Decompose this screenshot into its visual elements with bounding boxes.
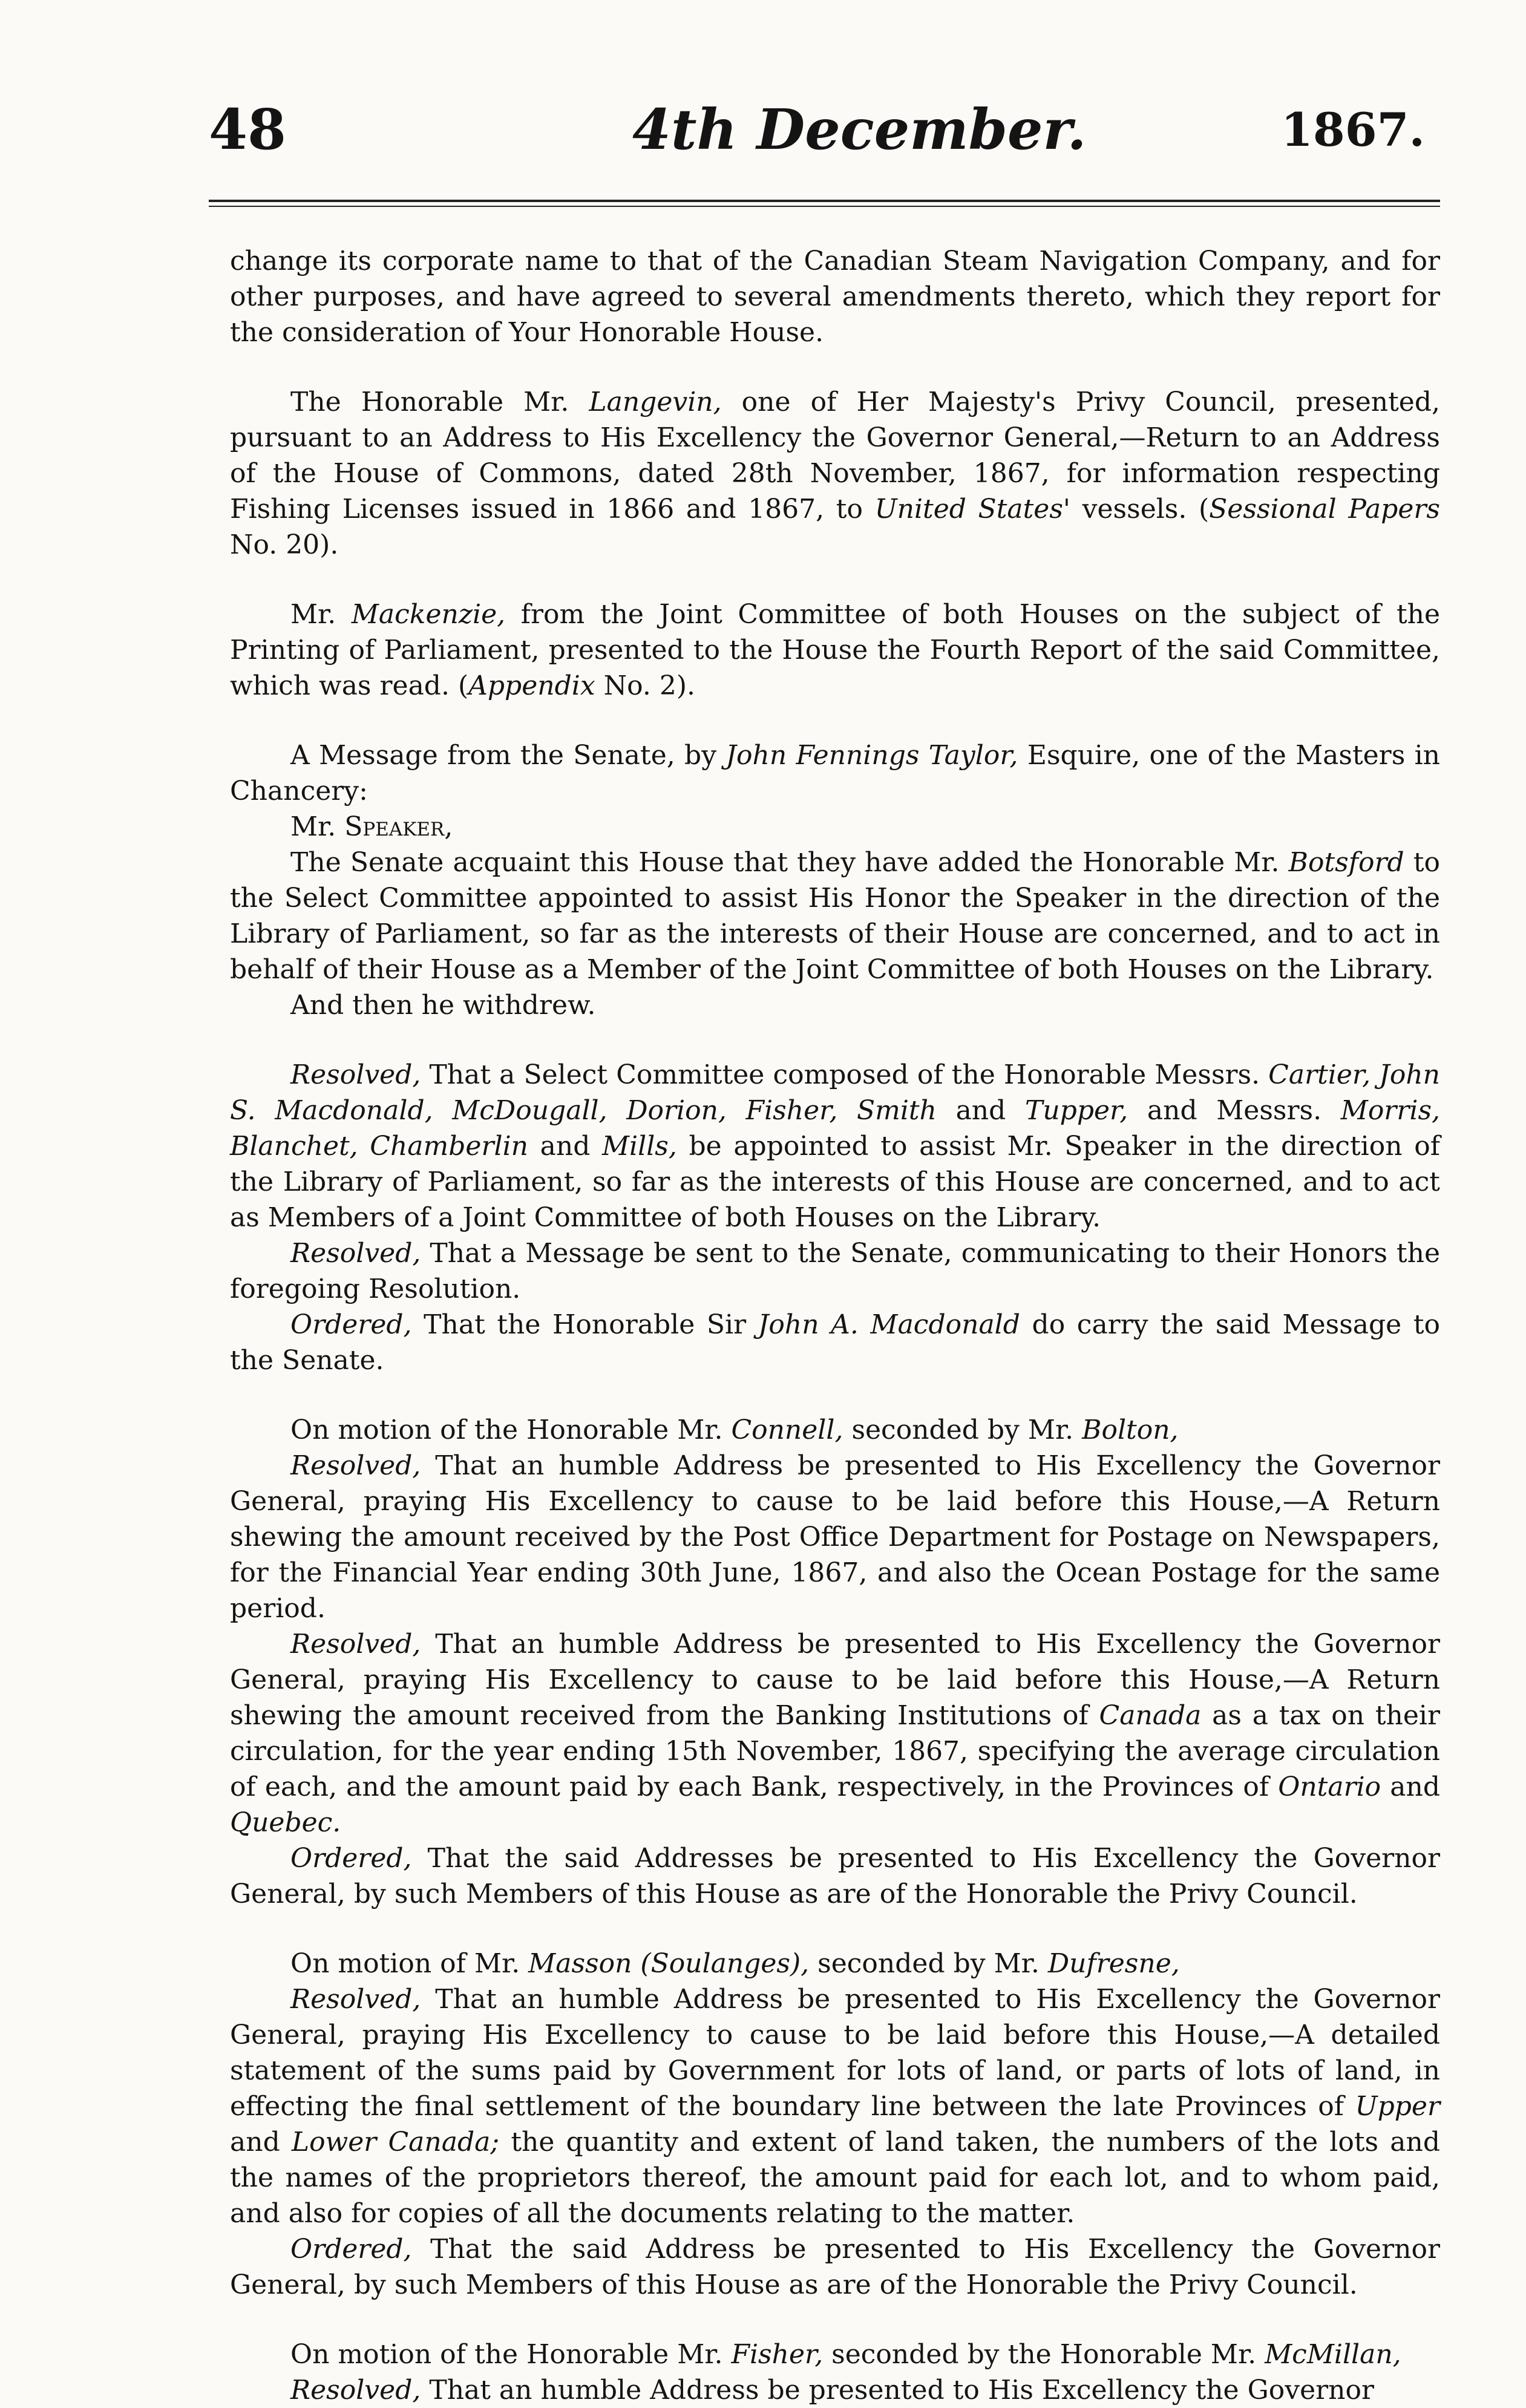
paragraph-motion-fisher: On motion of the Honorable Mr. Fisher, seconded by the Honorable Mr. McMillan, bbox=[290, 2339, 1401, 2370]
paragraph-library-committee: Resolved, That a Select Committee composed of the Honorable Messrs. Cartier, John S. Macdonald, McDougall, Dorion, Fisher, Smith and Tupper, and Messrs. Morris, Blanchet, Chamberlin and Mills, be appointed to assist Mr. Speaker in the direction of the Library of Parliament, so far as the interests of this House are concerned, and to act as Members of a Joint Committee of both Houses on the Library. bbox=[230, 1059, 1441, 1233]
paragraph-addresses-ordered: Ordered, That the said Addresses be presented to His Excellency the Governor General, by such Members of this House as are of the Honorable the Privy Council. bbox=[230, 1843, 1440, 1909]
paragraph-motion-connell: On motion of the Honorable Mr. Connell, seconded by Mr. Bolton, bbox=[290, 1415, 1179, 1445]
paragraph-address-ordered: Ordered, That the said Address be presented to His Excellency the Governor General, by such Members of this House as are of the Honorable the Privy Council. bbox=[230, 2234, 1440, 2300]
paragraph-banking-return: Resolved, That an humble Address be presented to His Excellency the Governor General, praying His Excellency to cause to be laid before this House,—A Return shewing the amount received from the Banking Institutions of Canada as a tax on their circulation, for the year ending 15th November, 1867, specifying the average circulation of each, and the amount paid by each Bank, respectively, in the Provinces of Ontario and Quebec. bbox=[230, 1629, 1440, 1838]
page-year: 1867. bbox=[1281, 103, 1425, 157]
paragraph-senate-message: A Message from the Senate, by John Fennings Taylor, Esquire, one of the Masters in Chancery: bbox=[230, 740, 1441, 806]
paragraph-withdrew: And then he withdrew. bbox=[290, 990, 596, 1021]
header-rule-thick bbox=[209, 200, 1440, 202]
paragraph-message-to-senate: Resolved, That a Message be sent to the Senate, communicating to their Honors the foregoing Resolution. bbox=[230, 1238, 1440, 1304]
paragraph-fishing-licenses: The Honorable Mr. Langevin, one of Her Majesty's Privy Council, presented, pursuant to an Address to His Excellency the Governor General,—Return to an Address of the House of Commons, dated 28th November, 1867, for information respecting Fishing Licenses issued in 1866 and 1867, to United States' vessels. (Sessional Papers No. 20). bbox=[230, 387, 1440, 560]
body-text bbox=[230, 243, 1440, 2408]
paragraph-report-continuation: change its corporate name to that of the Canadian Steam Navigation Company, and for other purposes, and have agreed to several amendments thereto, which they report for the consideration of Your Honorable House. bbox=[230, 246, 1440, 348]
page-date: 4th December. bbox=[632, 97, 1087, 162]
paragraph-final-resolution: Resolved, That an humble Address be presented to His Excellency the Governor bbox=[290, 2375, 1375, 2406]
paragraph-senate-acquaint: The Senate acquaint this House that they have added the Honorable Mr. Botsford to the Select Committee appointed to assist His Honor the Speaker in the direction of the Library of Parliament, so far as the interests of their House are concerned, and to act in behalf of their House as a Member of the Joint Committee of both Houses on the Library. bbox=[230, 847, 1440, 985]
running-header bbox=[209, 97, 1443, 188]
paragraph-motion-masson: On motion of Mr. Masson (Soulanges), seconded by Mr. Dufresne, bbox=[290, 1948, 1180, 1979]
paragraph-boundary-statement: Resolved, That an humble Address be presented to His Excellency the Governor General, praying His Excellency to cause to be laid before this House,—A detailed statement of the sums paid by Government for lots of land, or parts of lots of land, in effecting the final settlement of the boundary line between the late Provinces of Upper and Lower Canada; the quantity and extent of land taken, the numbers of the lots and the names of the proprietors thereof, the amount paid for each lot, and to whom paid, and also for copies of all the documents relating to the matter. bbox=[230, 1984, 1440, 2229]
page-number: 48 bbox=[209, 97, 287, 162]
header-rule-thin bbox=[209, 206, 1440, 207]
paragraph-speaker-address: Mr. Speaker, bbox=[290, 811, 453, 842]
paragraph-carry-message: Ordered, That the Honorable Sir John A. Macdonald do carry the said Message to the Senate. bbox=[230, 1309, 1441, 1376]
paragraph-postage-return: Resolved, That an humble Address be presented to His Excellency the Governor General, praying His Excellency to cause to be laid before this House,—A Return shewing the amount received by the Post Office Department for Postage on Newspapers, for the Financial Year ending 30th June, 1867, and also the Ocean Postage for the same period. bbox=[230, 1450, 1440, 1624]
paragraph-printing-report: Mr. Mackenzie, from the Joint Committee of both Houses on the subject of the Printing of Parliament, presented to the House the Fourth Report of the said Committee, which was read. (Appendix No. 2). bbox=[230, 599, 1441, 701]
